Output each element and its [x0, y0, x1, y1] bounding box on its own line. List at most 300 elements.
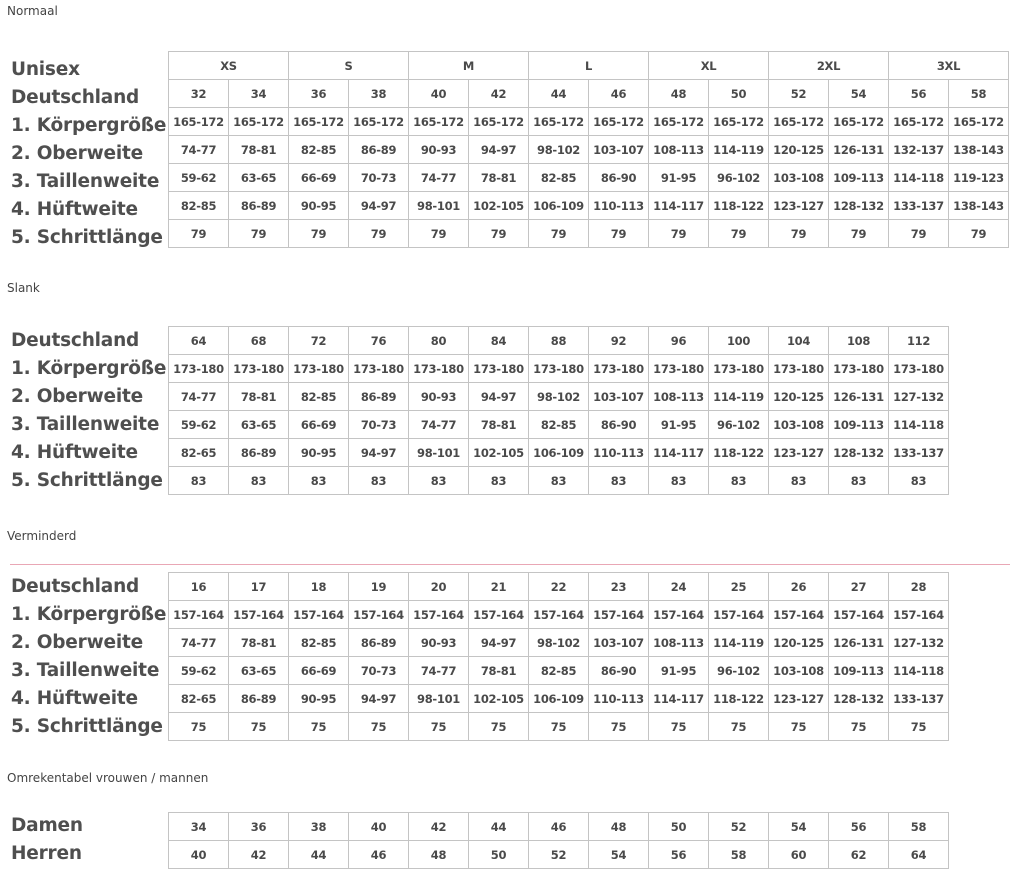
table-cell: 79	[469, 220, 529, 248]
table-cell: 94-97	[349, 685, 409, 713]
table-cell: 64	[889, 841, 949, 869]
table-cell: 165-172	[649, 108, 709, 136]
table-cell: 157-164	[589, 601, 649, 629]
table-cell: 165-172	[229, 108, 289, 136]
table-cell: 79	[169, 220, 229, 248]
table-cell: 114-117	[649, 439, 709, 467]
table-cell: 46	[529, 813, 589, 841]
table-cell: 120-125	[769, 136, 829, 164]
table-row	[169, 439, 949, 467]
table-cell: 58	[889, 813, 949, 841]
table-cell: 17	[229, 573, 289, 601]
table-cell: 83	[169, 467, 229, 495]
row-labels-verminderd	[11, 573, 166, 741]
table-cell: 83	[589, 467, 649, 495]
table-cell: 165-172	[349, 108, 409, 136]
table-cell: 83	[289, 467, 349, 495]
table-cell: 98-102	[529, 629, 589, 657]
table-cell: 63-65	[229, 164, 289, 192]
table-cell: 103-107	[589, 136, 649, 164]
table-cell: 75	[169, 713, 229, 741]
table-cell: 173-180	[409, 355, 469, 383]
table-cell: 114-119	[709, 383, 769, 411]
table-cell: 90-93	[409, 629, 469, 657]
table-cell: 90-93	[409, 383, 469, 411]
row-label: 4. Hüftweite	[11, 442, 138, 463]
row-label: 4. Hüftweite	[11, 688, 138, 709]
table-cell: 173-180	[289, 355, 349, 383]
table-cell: 75	[469, 713, 529, 741]
table-row	[169, 411, 949, 439]
table-cell: 79	[349, 220, 409, 248]
table-cell: 50	[649, 813, 709, 841]
table-row	[169, 657, 949, 685]
table-cell: 157-164	[829, 601, 889, 629]
table-cell: 126-131	[829, 136, 889, 164]
size-group-cell: S	[289, 52, 409, 80]
table-cell: 96-102	[709, 657, 769, 685]
table-cell: 66-69	[289, 164, 349, 192]
row-label: 5. Schrittlänge	[11, 227, 163, 248]
table-cell: 165-172	[469, 108, 529, 136]
row-label: 2. Oberweite	[11, 143, 143, 164]
table-cell: 82-85	[289, 383, 349, 411]
table-cell: 157-164	[529, 601, 589, 629]
table-cell: 157-164	[889, 601, 949, 629]
table-cell: 157-164	[469, 601, 529, 629]
table-cell: 109-113	[829, 657, 889, 685]
row-label: Unisex	[11, 59, 80, 80]
table-cell: 79	[229, 220, 289, 248]
row-label: Deutschland	[11, 576, 140, 597]
table-cell: 59-62	[169, 411, 229, 439]
table-cell: 75	[349, 713, 409, 741]
table-cell: 86-90	[589, 411, 649, 439]
table-cell: 173-180	[709, 355, 769, 383]
table-cell: 46	[589, 80, 649, 108]
table-cell: 82-85	[529, 411, 589, 439]
table-cell: 60	[769, 841, 829, 869]
table-cell: 165-172	[769, 108, 829, 136]
table-cell: 86-89	[349, 383, 409, 411]
table-cell: 86-89	[349, 136, 409, 164]
table-cell: 110-113	[589, 192, 649, 220]
table-cell: 63-65	[229, 657, 289, 685]
table-cell: 74-77	[409, 657, 469, 685]
table-cell: 165-172	[949, 108, 1009, 136]
table-cell: 173-180	[889, 355, 949, 383]
section-title-slank: Slank	[7, 281, 40, 295]
table-cell: 78-81	[469, 657, 529, 685]
table-cell: 133-137	[889, 685, 949, 713]
table-cell: 128-132	[829, 439, 889, 467]
size-group-cell: 3XL	[889, 52, 1009, 80]
table-cell: 138-143	[949, 136, 1009, 164]
table-cell: 83	[709, 467, 769, 495]
table-cell: 42	[229, 841, 289, 869]
table-row	[169, 192, 1009, 220]
table-cell: 127-132	[889, 629, 949, 657]
table-cell: 114-119	[709, 136, 769, 164]
table-cell: 126-131	[829, 383, 889, 411]
table-cell: 63-65	[229, 411, 289, 439]
table-cell: 34	[169, 813, 229, 841]
table-row	[169, 80, 1009, 108]
table-cell: 78-81	[229, 383, 289, 411]
table-cell: 38	[349, 80, 409, 108]
table-cell: 165-172	[289, 108, 349, 136]
table-cell: 82-65	[169, 439, 229, 467]
table-cell: 157-164	[289, 601, 349, 629]
table-cell: 48	[409, 841, 469, 869]
table-cell: 82-85	[529, 164, 589, 192]
table-cell: 74-77	[169, 629, 229, 657]
table-cell: 79	[829, 220, 889, 248]
table-cell: 165-172	[589, 108, 649, 136]
table-cell: 118-122	[709, 192, 769, 220]
section-title-omrekentabel: Omrekentabel vrouwen / mannen	[7, 771, 209, 785]
table-cell: 74-77	[169, 136, 229, 164]
table-cell: 28	[889, 573, 949, 601]
table-cell: 103-108	[769, 411, 829, 439]
table-cell: 104	[769, 327, 829, 355]
table-cell: 102-105	[469, 439, 529, 467]
table-cell: 157-164	[409, 601, 469, 629]
row-label: Deutschland	[11, 87, 140, 108]
table-cell: 96	[649, 327, 709, 355]
table-cell: 25	[709, 573, 769, 601]
table-cell: 123-127	[769, 192, 829, 220]
row-label: Damen	[11, 815, 83, 836]
row-labels-omrekentabel	[11, 812, 83, 868]
table-cell: 106-109	[529, 439, 589, 467]
table-cell: 70-73	[349, 411, 409, 439]
table-cell: 75	[289, 713, 349, 741]
table-cell: 157-164	[709, 601, 769, 629]
table-cell: 68	[229, 327, 289, 355]
table-cell: 22	[529, 573, 589, 601]
table-cell: 34	[229, 80, 289, 108]
table-cell: 102-105	[469, 685, 529, 713]
table-cell: 56	[649, 841, 709, 869]
table-cell: 110-113	[589, 439, 649, 467]
table-cell: 114-117	[649, 192, 709, 220]
table-cell: 75	[769, 713, 829, 741]
table-cell: 157-164	[649, 601, 709, 629]
table-cell: 114-117	[649, 685, 709, 713]
table-cell: 83	[349, 467, 409, 495]
row-label: 2. Oberweite	[11, 632, 143, 653]
size-table-normaal	[168, 51, 1009, 248]
table-cell: 54	[769, 813, 829, 841]
table-cell: 40	[349, 813, 409, 841]
table-cell: 75	[889, 713, 949, 741]
table-cell: 173-180	[529, 355, 589, 383]
row-label: 5. Schrittlänge	[11, 716, 163, 737]
table-cell: 173-180	[349, 355, 409, 383]
table-cell: 84	[469, 327, 529, 355]
table-cell: 106-109	[529, 685, 589, 713]
table-cell: 165-172	[829, 108, 889, 136]
table-cell: 83	[769, 467, 829, 495]
table-cell: 21	[469, 573, 529, 601]
table-cell: 133-137	[889, 192, 949, 220]
table-cell: 165-172	[409, 108, 469, 136]
table-cell: 133-137	[889, 439, 949, 467]
table-cell: 94-97	[469, 629, 529, 657]
table-cell: 76	[349, 327, 409, 355]
table-cell: 64	[169, 327, 229, 355]
table-cell: 120-125	[769, 383, 829, 411]
table-cell: 123-127	[769, 439, 829, 467]
table-cell: 70-73	[349, 164, 409, 192]
table-cell: 91-95	[649, 657, 709, 685]
table-row	[169, 355, 949, 383]
table-cell: 103-107	[589, 629, 649, 657]
table-cell: 98-102	[529, 136, 589, 164]
table-cell: 62	[829, 841, 889, 869]
table-cell: 74-77	[409, 164, 469, 192]
table-cell: 86-89	[229, 439, 289, 467]
table-cell: 173-180	[649, 355, 709, 383]
table-cell: 79	[409, 220, 469, 248]
table-cell: 90-95	[289, 685, 349, 713]
table-cell: 165-172	[709, 108, 769, 136]
row-label: 4. Hüftweite	[11, 199, 138, 220]
conversion-table	[168, 812, 949, 869]
row-labels-slank	[11, 327, 166, 495]
table-cell: 119-123	[949, 164, 1009, 192]
table-cell: 108-113	[649, 136, 709, 164]
row-label: 1. Körpergröße	[11, 358, 167, 379]
table-cell: 52	[769, 80, 829, 108]
table-cell: 46	[349, 841, 409, 869]
section-title-verminderd: Verminderd	[7, 529, 77, 543]
table-cell: 40	[169, 841, 229, 869]
table-cell: 90-95	[289, 439, 349, 467]
table-row	[169, 713, 949, 741]
size-table-verminderd	[168, 572, 949, 741]
table-cell: 82-85	[529, 657, 589, 685]
table-cell: 173-180	[769, 355, 829, 383]
table-cell: 59-62	[169, 657, 229, 685]
table-cell: 94-97	[349, 439, 409, 467]
table-cell: 83	[229, 467, 289, 495]
table-cell: 96-102	[709, 411, 769, 439]
size-group-cell: 2XL	[769, 52, 889, 80]
table-cell: 16	[169, 573, 229, 601]
table-cell: 58	[949, 80, 1009, 108]
table-cell: 36	[289, 80, 349, 108]
table-row	[169, 601, 949, 629]
table-cell: 94-97	[469, 383, 529, 411]
table-cell: 92	[589, 327, 649, 355]
table-cell: 100	[709, 327, 769, 355]
table-cell: 98-101	[409, 192, 469, 220]
table-row	[169, 327, 949, 355]
table-cell: 173-180	[169, 355, 229, 383]
table-cell: 42	[409, 813, 469, 841]
table-cell: 74-77	[169, 383, 229, 411]
table-cell: 128-132	[829, 192, 889, 220]
table-cell: 23	[589, 573, 649, 601]
table-cell: 86-89	[349, 629, 409, 657]
table-cell: 66-69	[289, 657, 349, 685]
size-group-cell: XL	[649, 52, 769, 80]
table-cell: 173-180	[829, 355, 889, 383]
row-labels-normaal	[11, 56, 166, 252]
section-divider	[10, 564, 1010, 565]
table-row	[169, 220, 1009, 248]
table-cell: 83	[529, 467, 589, 495]
table-cell: 54	[829, 80, 889, 108]
table-cell: 86-90	[589, 164, 649, 192]
table-cell: 91-95	[649, 411, 709, 439]
table-row	[169, 108, 1009, 136]
table-cell: 98-101	[409, 439, 469, 467]
table-cell: 38	[289, 813, 349, 841]
table-cell: 91-95	[649, 164, 709, 192]
table-cell: 40	[409, 80, 469, 108]
table-cell: 165-172	[889, 108, 949, 136]
table-row	[169, 685, 949, 713]
table-row	[169, 629, 949, 657]
table-cell: 114-119	[709, 629, 769, 657]
table-cell: 83	[649, 467, 709, 495]
table-cell: 78-81	[229, 629, 289, 657]
table-cell: 66-69	[289, 411, 349, 439]
table-cell: 59-62	[169, 164, 229, 192]
table-cell: 75	[829, 713, 889, 741]
table-cell: 114-118	[889, 411, 949, 439]
table-cell: 20	[409, 573, 469, 601]
table-cell: 52	[529, 841, 589, 869]
table-row	[169, 813, 949, 841]
table-cell: 78-81	[229, 136, 289, 164]
table-cell: 56	[829, 813, 889, 841]
table-cell: 54	[589, 841, 649, 869]
table-cell: 114-118	[889, 657, 949, 685]
row-label: 3. Taillenweite	[11, 414, 160, 435]
row-label: 2. Oberweite	[11, 386, 143, 407]
table-cell: 82-85	[169, 192, 229, 220]
table-cell: 79	[529, 220, 589, 248]
table-cell: 70-73	[349, 657, 409, 685]
table-cell: 32	[169, 80, 229, 108]
table-cell: 75	[409, 713, 469, 741]
size-table-slank	[168, 326, 949, 495]
table-cell: 74-77	[409, 411, 469, 439]
table-cell: 75	[229, 713, 289, 741]
table-cell: 44	[529, 80, 589, 108]
table-cell: 79	[709, 220, 769, 248]
table-cell: 72	[289, 327, 349, 355]
row-label: 3. Taillenweite	[11, 660, 160, 681]
table-cell: 36	[229, 813, 289, 841]
table-cell: 27	[829, 573, 889, 601]
table-cell: 44	[469, 813, 529, 841]
table-cell: 24	[649, 573, 709, 601]
table-cell: 50	[469, 841, 529, 869]
table-cell: 86-89	[229, 192, 289, 220]
size-group-cell: M	[409, 52, 529, 80]
row-label: 1. Körpergröße	[11, 115, 167, 136]
table-cell: 75	[529, 713, 589, 741]
table-cell: 75	[589, 713, 649, 741]
table-cell: 138-143	[949, 192, 1009, 220]
table-row	[169, 467, 949, 495]
table-cell: 165-172	[529, 108, 589, 136]
table-cell: 79	[589, 220, 649, 248]
table-cell: 88	[529, 327, 589, 355]
table-cell: 108-113	[649, 629, 709, 657]
table-cell: 157-164	[169, 601, 229, 629]
table-cell: 126-131	[829, 629, 889, 657]
table-cell: 58	[709, 841, 769, 869]
row-label: 1. Körpergröße	[11, 604, 167, 625]
table-cell: 173-180	[469, 355, 529, 383]
table-cell: 75	[649, 713, 709, 741]
table-cell: 48	[589, 813, 649, 841]
table-cell: 98-101	[409, 685, 469, 713]
table-cell: 157-164	[349, 601, 409, 629]
table-cell: 157-164	[229, 601, 289, 629]
table-cell: 96-102	[709, 164, 769, 192]
table-cell: 75	[709, 713, 769, 741]
table-cell: 108-113	[649, 383, 709, 411]
table-row	[169, 573, 949, 601]
table-cell: 78-81	[469, 411, 529, 439]
table-cell: 56	[889, 80, 949, 108]
table-cell: 79	[769, 220, 829, 248]
table-cell: 102-105	[469, 192, 529, 220]
table-cell: 44	[289, 841, 349, 869]
table-cell: 86-90	[589, 657, 649, 685]
table-cell: 94-97	[349, 192, 409, 220]
table-cell: 109-113	[829, 164, 889, 192]
table-cell: 83	[829, 467, 889, 495]
table-row	[169, 164, 1009, 192]
table-cell: 120-125	[769, 629, 829, 657]
size-group-cell: L	[529, 52, 649, 80]
table-cell: 106-109	[529, 192, 589, 220]
table-cell: 118-122	[709, 439, 769, 467]
table-cell: 109-113	[829, 411, 889, 439]
table-cell: 103-107	[589, 383, 649, 411]
table-row	[169, 136, 1009, 164]
table-cell: 79	[949, 220, 1009, 248]
row-label: Herren	[11, 843, 82, 864]
table-cell: 79	[649, 220, 709, 248]
table-cell: 90-93	[409, 136, 469, 164]
table-cell: 83	[409, 467, 469, 495]
table-cell: 82-65	[169, 685, 229, 713]
table-cell: 42	[469, 80, 529, 108]
table-cell: 79	[889, 220, 949, 248]
table-cell: 52	[709, 813, 769, 841]
table-cell: 165-172	[169, 108, 229, 136]
table-cell: 83	[889, 467, 949, 495]
table-cell: 82-85	[289, 629, 349, 657]
row-label: 5. Schrittlänge	[11, 470, 163, 491]
table-cell: 90-95	[289, 192, 349, 220]
table-cell: 157-164	[769, 601, 829, 629]
table-cell: 173-180	[229, 355, 289, 383]
table-cell: 50	[709, 80, 769, 108]
table-cell: 112	[889, 327, 949, 355]
size-group-row	[169, 52, 1009, 80]
table-cell: 110-113	[589, 685, 649, 713]
